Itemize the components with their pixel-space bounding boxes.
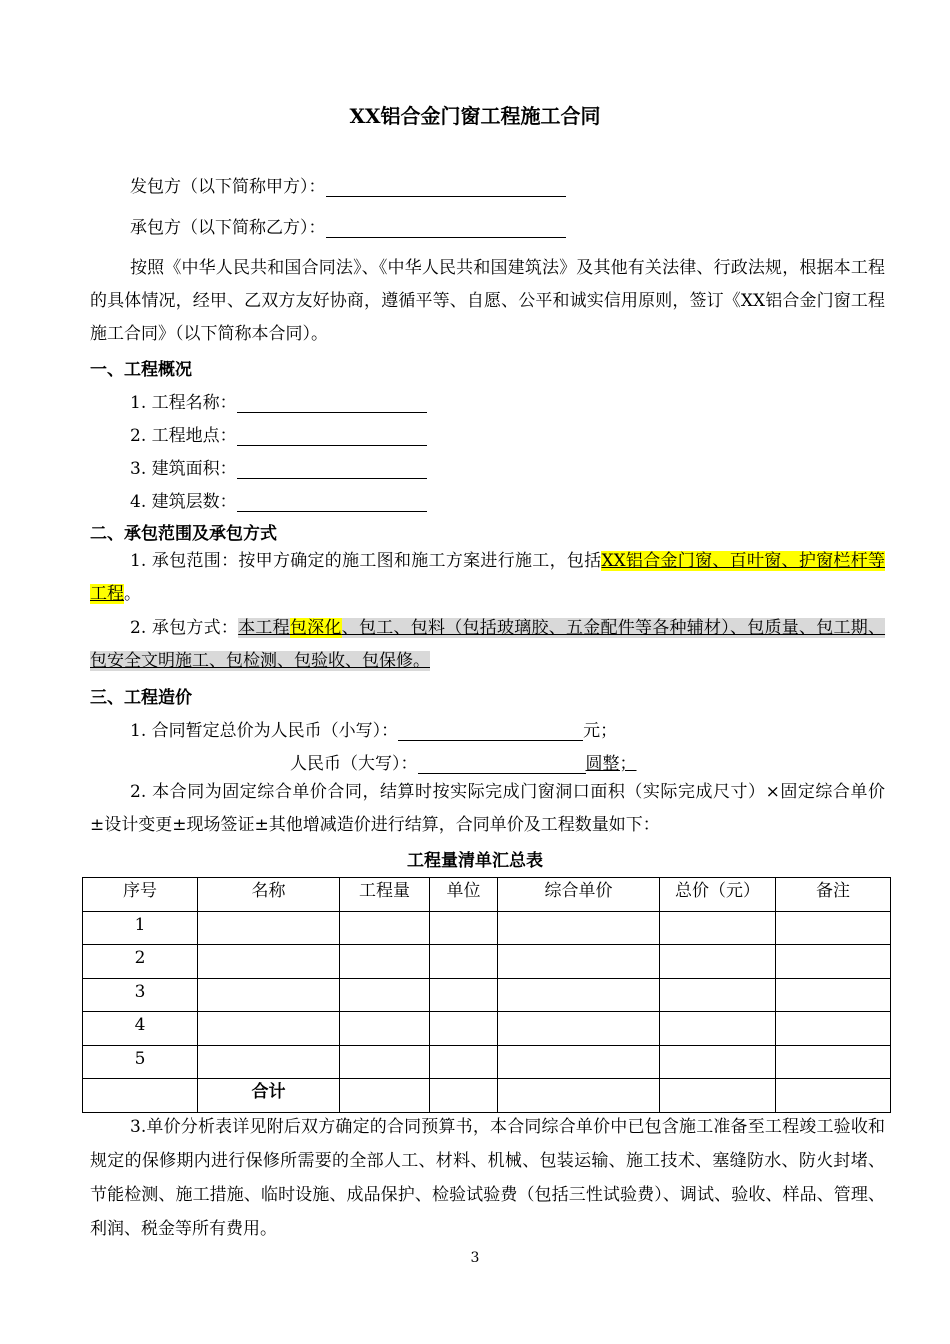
document-title: XX铝合金门窗工程施工合同 — [349, 104, 601, 128]
party-a-blank[interactable] — [326, 178, 566, 197]
price-big-label: 人民币（大写）： — [290, 754, 418, 774]
table-row — [83, 911, 891, 945]
building-area-blank[interactable] — [237, 460, 427, 479]
building-floors-line — [130, 487, 427, 512]
section3-heading: 三、工程造价 — [90, 688, 192, 708]
table-row — [83, 1045, 891, 1079]
cell[interactable] — [776, 945, 891, 979]
project-location-label: 2. 工程地点： — [130, 426, 237, 446]
cell[interactable] — [430, 1012, 498, 1046]
cell[interactable] — [660, 1045, 776, 1079]
price-small-unit: 元； — [583, 721, 618, 741]
section2-heading: 二、承包范围及承包方式 — [90, 524, 277, 544]
price-small-label: 1. 合同暂定总价为人民币（小写）： — [130, 721, 399, 741]
quantity-table — [82, 877, 891, 1113]
method-paragraph — [90, 612, 885, 678]
project-location-blank[interactable] — [237, 427, 427, 446]
cell[interactable] — [430, 911, 498, 945]
cell[interactable] — [340, 1045, 430, 1079]
party-b-blank[interactable] — [326, 219, 566, 238]
intro-paragraph: 按照《中华人民共和国合同法》、《中华人民共和国建筑法》及其他有关法律、行政法规，根据本工程的具体情况，经甲、乙双方友好协商，遵循平等、自愿、公平和诚实信用原则，签订《XX铝合金门窗工程施工合同》（以下简称本合同）。 — [90, 258, 885, 344]
building-area-label: 3. 建筑面积： — [130, 459, 237, 479]
table-title: 工程量清单汇总表 — [407, 851, 543, 871]
cell[interactable] — [498, 911, 660, 945]
cell[interactable] — [430, 978, 498, 1012]
party-a-label: 发包方（以下简称甲方）： — [130, 177, 326, 197]
cell[interactable] — [776, 1045, 891, 1079]
building-floors-blank[interactable] — [237, 493, 427, 512]
cell[interactable] — [660, 1079, 776, 1113]
total-row — [83, 1079, 891, 1113]
project-name-label: 1. 工程名称： — [130, 393, 237, 413]
row-seq: 3 — [83, 978, 198, 1012]
price-small-blank[interactable] — [398, 722, 583, 741]
header-quantity: 工程量 — [340, 878, 430, 912]
party-a-line — [130, 172, 566, 197]
cell[interactable] — [430, 1079, 498, 1113]
clause3-paragraph: 3.单价分析表详见附后双方确定的合同预算书，本合同综合单价中已包含施工准备至工程竣工验收和规定的保修期内进行保修所需要的全部人工、材料、机械、包装运输、施工技术、塞缝防水、防火封堵、节能检测、施工措施、临时设施、成品保护、检验试验费（包括三性试验费）、调试、验收、样品、管理、利润、税金等所有费用。 — [90, 1117, 885, 1239]
section1-heading: 一、工程概况 — [90, 360, 192, 380]
cell[interactable] — [198, 911, 340, 945]
header-unit-price: 综合单价 — [498, 878, 660, 912]
cell[interactable] — [498, 1079, 660, 1113]
row-seq: 5 — [83, 1045, 198, 1079]
method-text-3: 、包工、包料（包括玻璃胶、五金配件等各种辅材）、包质量、包工期、包安全文明施工、包检测、包验收、包保修。 — [90, 618, 886, 671]
project-location-line — [130, 421, 427, 446]
price-big-blank[interactable] — [418, 755, 586, 774]
party-b-label: 承包方（以下简称乙方）： — [130, 218, 326, 238]
scope-suffix: 。 — [124, 584, 141, 604]
price-big-line — [290, 749, 637, 774]
fixed-price-paragraph: 2. 本合同为固定综合单价合同，结算时按实际完成门窗洞口面积（实际完成尺寸）×固定综合单价±设计变更±现场签证±其他增减造价进行结算，合同单价及工程数量如下： — [90, 782, 885, 835]
scope-highlight: XX铝合金门窗、百叶窗、护窗栏杆等工程 — [90, 551, 885, 604]
project-name-blank[interactable] — [237, 394, 427, 413]
header-remarks: 备注 — [776, 878, 891, 912]
total-label: 合计 — [198, 1079, 340, 1113]
cell[interactable] — [340, 1012, 430, 1046]
cell[interactable] — [340, 945, 430, 979]
project-name-line — [130, 388, 427, 413]
table-header-row — [83, 878, 891, 912]
scope-prefix: 1. 承包范围：按甲方确定的施工图和施工方案进行施工，包括 — [130, 551, 602, 571]
cell[interactable] — [776, 1079, 891, 1113]
header-seq: 序号 — [83, 878, 198, 912]
cell[interactable] — [340, 978, 430, 1012]
table-row — [83, 945, 891, 979]
row-seq: 1 — [83, 911, 198, 945]
page-number: 3 — [470, 1250, 480, 1266]
header-unit: 单位 — [430, 878, 498, 912]
method-text-1: 本工程 — [238, 618, 290, 638]
table-row — [83, 1012, 891, 1046]
cell[interactable] — [198, 1012, 340, 1046]
cell[interactable] — [198, 945, 340, 979]
cell[interactable] — [340, 1079, 430, 1113]
cell[interactable] — [776, 1012, 891, 1046]
table-row — [83, 978, 891, 1012]
building-area-line — [130, 454, 427, 479]
header-total: 总价（元） — [660, 878, 776, 912]
cell[interactable] — [498, 945, 660, 979]
scope-paragraph — [90, 545, 885, 611]
cell — [83, 1079, 198, 1113]
cell[interactable] — [498, 978, 660, 1012]
cell[interactable] — [198, 978, 340, 1012]
cell[interactable] — [660, 945, 776, 979]
cell[interactable] — [660, 978, 776, 1012]
cell[interactable] — [776, 911, 891, 945]
cell[interactable] — [660, 1012, 776, 1046]
header-name: 名称 — [198, 878, 340, 912]
building-floors-label: 4. 建筑层数： — [130, 492, 237, 512]
party-b-line — [130, 213, 566, 238]
cell[interactable] — [498, 1045, 660, 1079]
price-small-line — [130, 716, 617, 741]
row-seq: 4 — [83, 1012, 198, 1046]
method-text-2: 包深化 — [289, 618, 342, 638]
cell[interactable] — [430, 945, 498, 979]
cell[interactable] — [430, 1045, 498, 1079]
cell[interactable] — [198, 1045, 340, 1079]
cell[interactable] — [776, 978, 891, 1012]
price-big-unit: 圆整； — [585, 754, 637, 774]
cell[interactable] — [340, 911, 430, 945]
row-seq: 2 — [83, 945, 198, 979]
cell[interactable] — [660, 911, 776, 945]
method-prefix: 2. 承包方式： — [130, 618, 239, 638]
cell[interactable] — [498, 1012, 660, 1046]
